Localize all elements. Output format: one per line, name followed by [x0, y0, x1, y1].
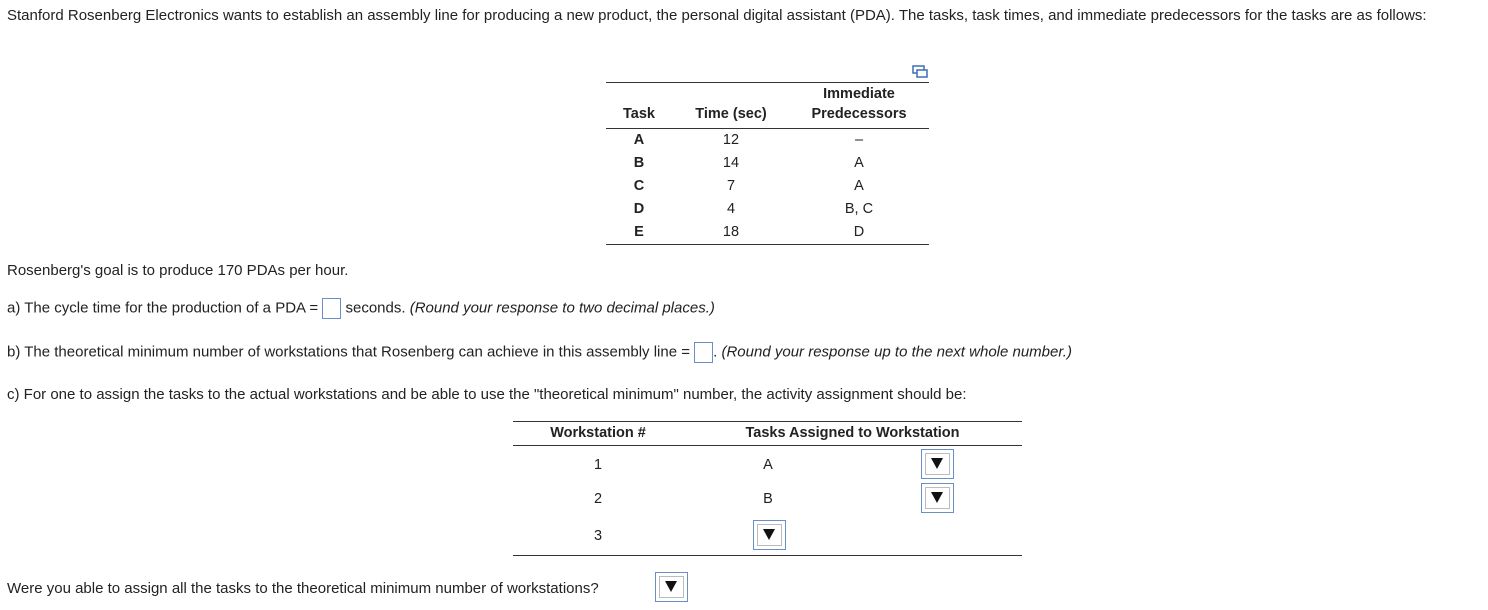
task-cell: D	[633, 201, 645, 217]
predecessors-header-line2: Predecessors	[811, 106, 907, 122]
question-b	[7, 342, 1072, 363]
question-b-period: .	[713, 343, 718, 361]
question-a	[7, 298, 715, 319]
time-cell: 7	[726, 178, 736, 194]
time-cell: 18	[722, 224, 740, 240]
predecessors-header-line1: Immediate	[823, 86, 895, 102]
task-cell: A	[633, 132, 645, 148]
question-b-text: b) The theoretical minimum number of workstations that Rosenberg can achieve in this assembly line =	[7, 343, 690, 361]
assignment-success-dropdown[interactable]	[655, 572, 688, 602]
problem-intro: Stanford Rosenberg Electronics wants to establish an assembly line for producing a new product, the personal digital assistant (PDA). The tasks, task times, and immediate predecessors for the tasks are as follows:	[7, 7, 1427, 24]
ws3-task-dropdown[interactable]	[753, 520, 786, 550]
task-cell: C	[633, 178, 645, 194]
task-header: Task	[623, 106, 655, 122]
triangle-down-icon	[931, 492, 943, 503]
question-a-text: a) The cycle time for the production of a PDA =	[7, 299, 319, 317]
workstation-number: 1	[593, 457, 603, 473]
question-b-hint: (Round your response up to the next whole number.)	[721, 343, 1072, 361]
table-row	[606, 198, 929, 221]
copy-table-icon[interactable]	[912, 65, 928, 79]
workstation-number: 3	[593, 528, 603, 544]
assigned-task: B	[763, 491, 773, 507]
triangle-down-icon	[763, 529, 775, 540]
triangle-down-icon	[665, 581, 677, 592]
question-c: c) For one to assign the tasks to the actual workstations and be able to use the "theoretical minimum" number, the activity assignment should be:	[7, 386, 967, 403]
workstation-header: Workstation #	[550, 425, 646, 441]
tasks-assigned-header: Tasks Assigned to Workstation	[745, 425, 960, 441]
question-a-unit: seconds.	[345, 299, 406, 317]
task-table	[606, 82, 929, 245]
workstation-table	[513, 421, 1022, 556]
cycle-time-input[interactable]	[322, 298, 341, 319]
assigned-task: A	[763, 457, 773, 473]
predecessor-cell: A	[854, 178, 864, 194]
question-a-hint: (Round your response to two decimal places.)	[409, 299, 715, 317]
goal-text: Rosenberg's goal is to produce 170 PDAs per hour.	[7, 262, 349, 279]
task-cell: B	[633, 155, 645, 171]
task-cell: E	[634, 224, 644, 240]
predecessor-cell: D	[853, 224, 865, 240]
time-cell: 12	[722, 132, 740, 148]
predecessor-cell: A	[854, 155, 864, 171]
predecessor-cell: B, C	[844, 201, 874, 217]
ws2-task-dropdown[interactable]	[921, 483, 954, 513]
ws1-task-dropdown[interactable]	[921, 449, 954, 479]
min-workstations-input[interactable]	[694, 342, 713, 363]
table-row	[606, 129, 929, 152]
time-cell: 14	[722, 155, 740, 171]
table-row	[606, 152, 929, 175]
triangle-down-icon	[931, 458, 943, 469]
task-table-header	[606, 83, 929, 129]
workstation-number: 2	[593, 491, 603, 507]
table-row	[606, 175, 929, 198]
workstation-table-header	[513, 422, 1022, 446]
time-cell: 4	[726, 201, 736, 217]
question-d: Were you able to assign all the tasks to the theoretical minimum number of workstations?	[7, 580, 599, 597]
predecessor-cell: –	[854, 132, 864, 148]
time-header: Time (sec)	[695, 106, 767, 122]
table-row	[606, 221, 929, 244]
